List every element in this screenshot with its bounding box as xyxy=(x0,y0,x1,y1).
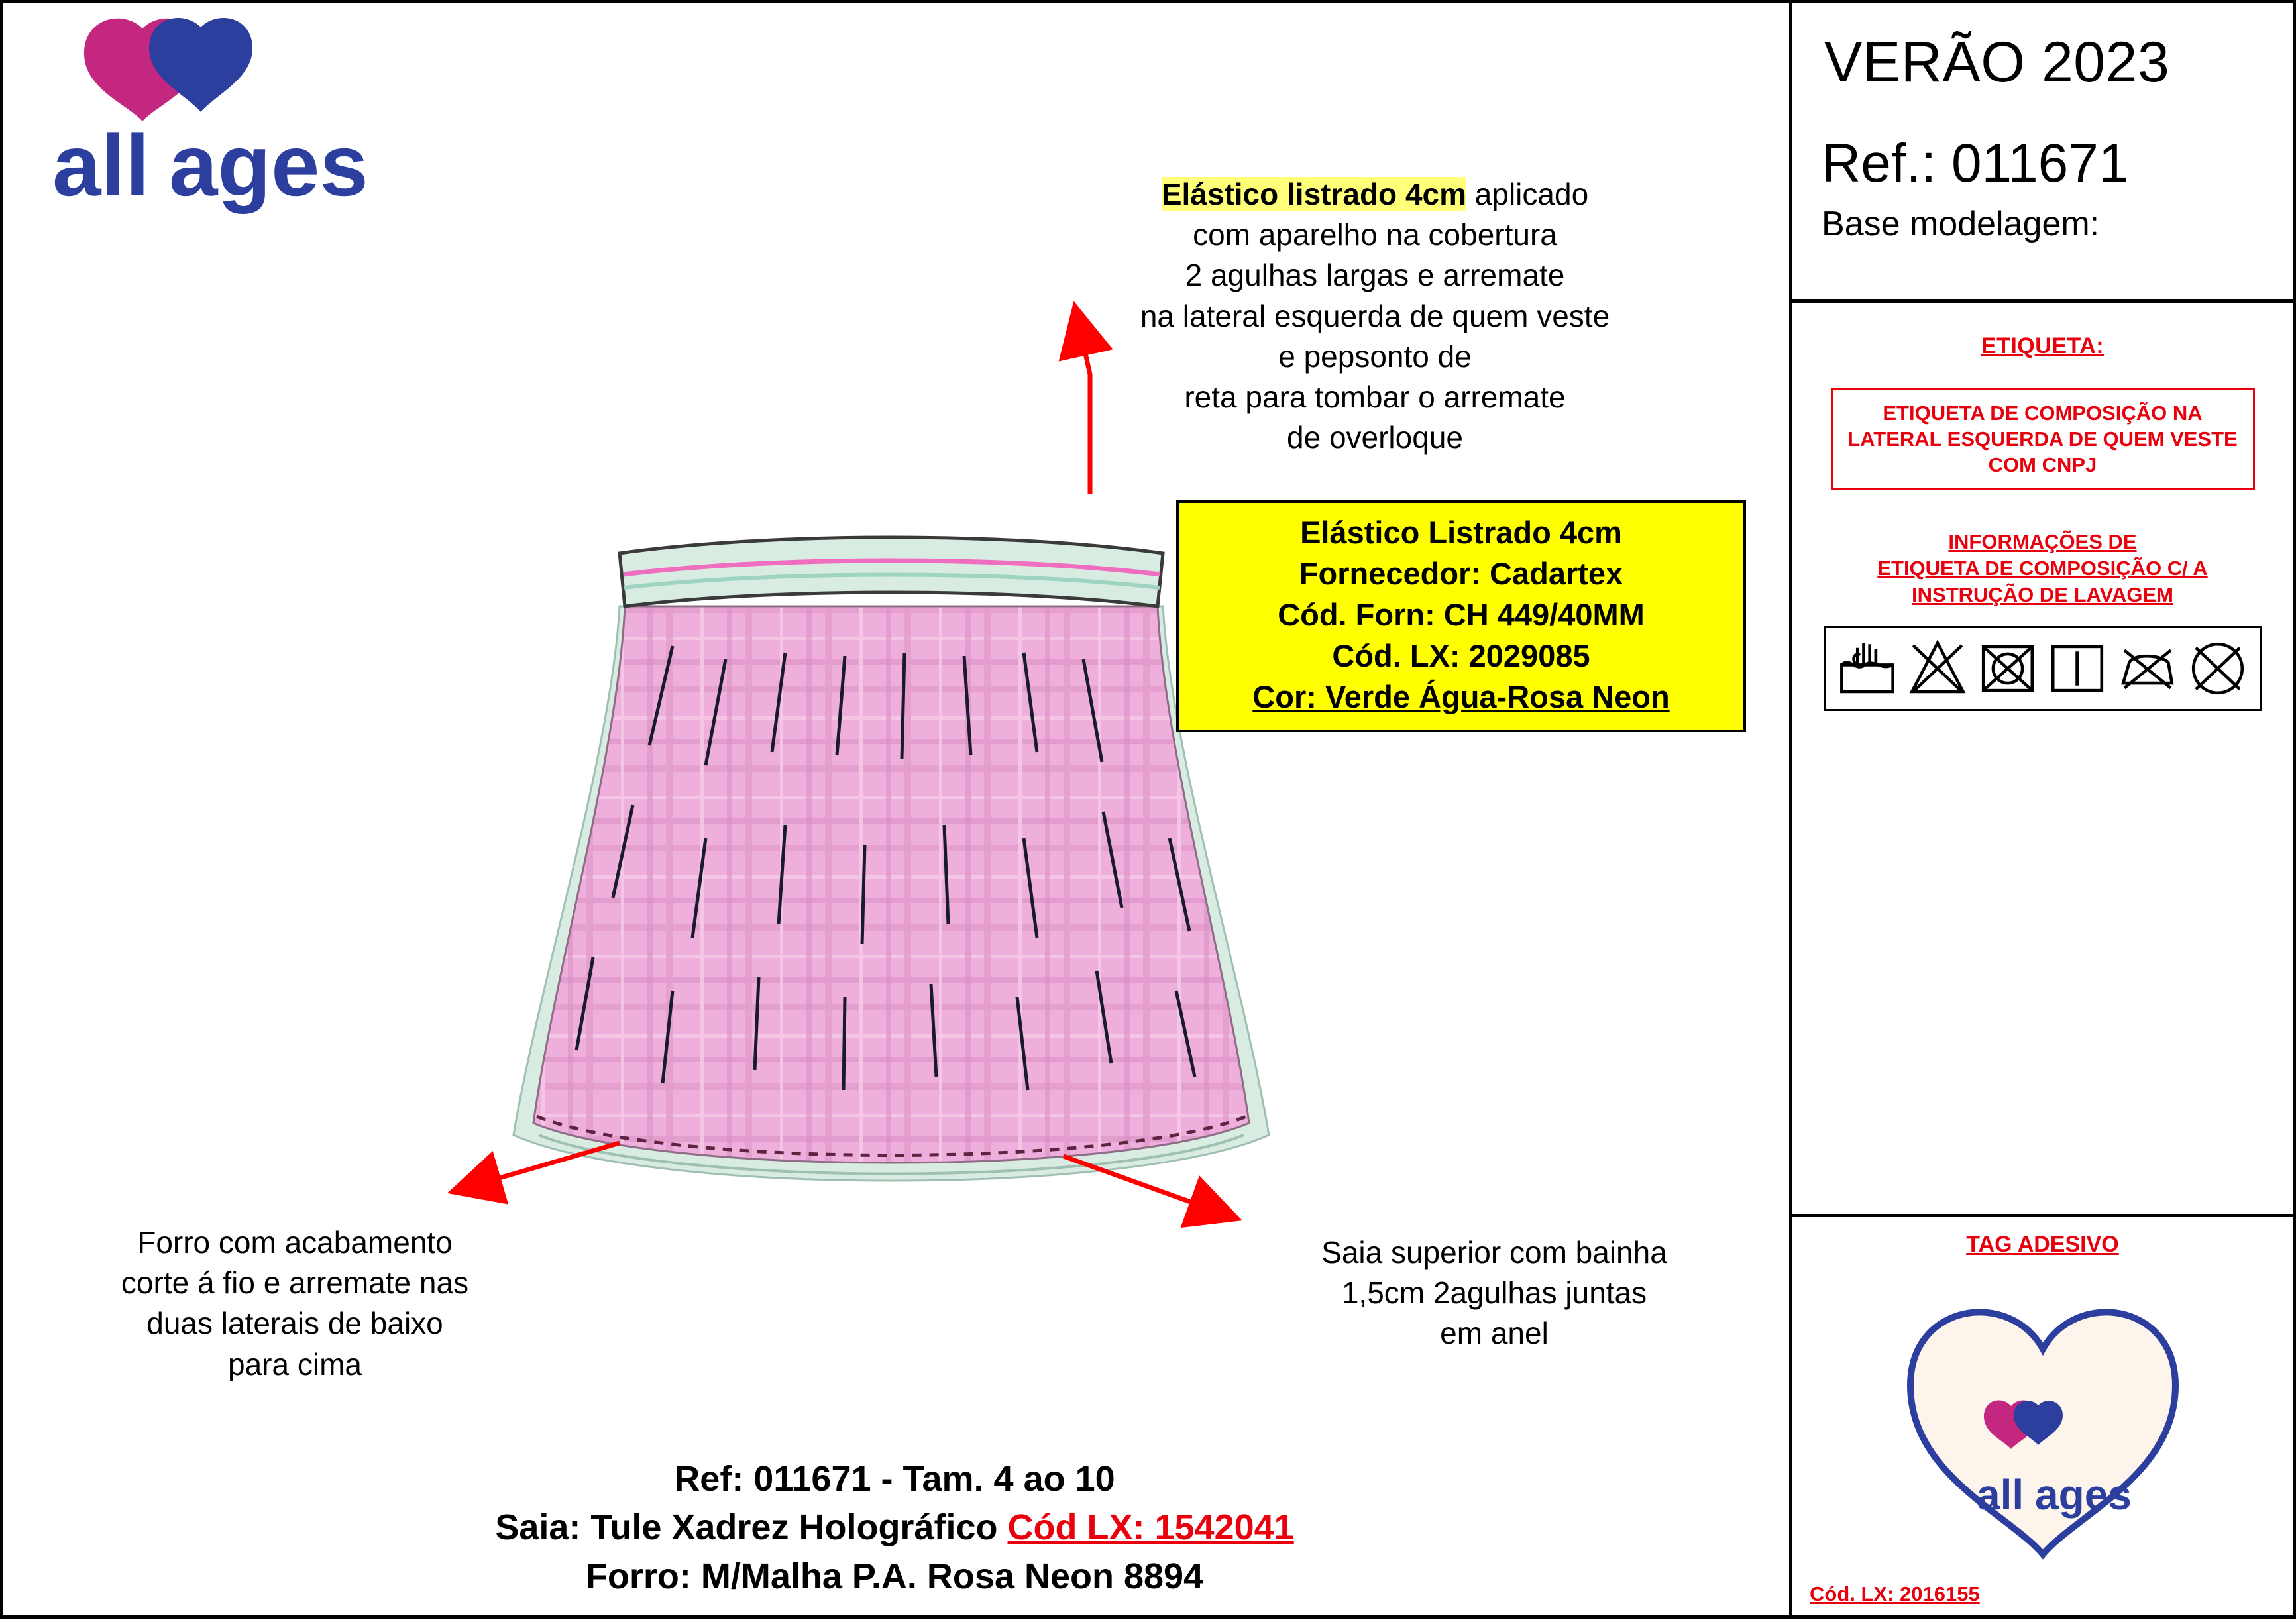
callout-saia xyxy=(1242,1232,1746,1354)
svg-text:all: all xyxy=(52,117,150,214)
callout-forro-line-1: Forro com acabamento xyxy=(137,1225,453,1260)
bottom-line-skirt-prefix: Saia: Tule Xadrez Holográfico xyxy=(495,1507,1008,1548)
no-iron-icon xyxy=(2117,638,2178,699)
care-instruction-icons xyxy=(1824,626,2262,711)
no-bleach-icon xyxy=(1907,638,1968,699)
svg-text:all: all xyxy=(1976,1471,2024,1519)
etiqueta-info-line-2: ETIQUETA DE COMPOSIÇÃO C/ A xyxy=(1877,556,2208,580)
elastic-spec-line-5: Cor: Verde Água-Rosa Neon xyxy=(1252,679,1670,715)
right-info-panel xyxy=(1789,3,2293,1615)
tag-title: TAG ADESIVO xyxy=(1966,1232,2119,1257)
bottom-line-skirt-code: Cód LX: 1542041 xyxy=(1007,1507,1294,1548)
no-tumble-dry-icon xyxy=(1977,638,2038,699)
callout-saia-line-1: Saia superior com bainha xyxy=(1321,1235,1667,1270)
etiqueta-heading: ETIQUETA: xyxy=(1981,333,2105,358)
elastic-spec-line-2: Fornecedor: Cadartex xyxy=(1299,556,1623,592)
callout-elastic-line-6: de overloque xyxy=(1287,420,1463,455)
etiqueta-info xyxy=(1824,529,2262,608)
brand-logo xyxy=(43,15,454,221)
elastic-spec-line-1: Elástico Listrado 4cm xyxy=(1300,515,1622,550)
callout-elastic xyxy=(1057,174,1693,458)
callout-saia-line-2: 1,5cm 2agulhas juntas xyxy=(1341,1275,1647,1311)
callout-elastic-line-5: reta para tombar o arremate xyxy=(1184,379,1566,414)
callout-forro-line-2: corte á fio e arremate nas xyxy=(121,1266,469,1301)
callout-elastic-line-4: e pepsonto de xyxy=(1278,339,1472,374)
skirt-technical-drawing xyxy=(507,527,1276,1269)
callout-elastic-highlight: Elástico listrado 4cm xyxy=(1161,177,1467,211)
label-block xyxy=(1792,303,2293,1217)
bottom-line-lining: Forro: M/Malha P.A. Rosa Neon 8894 xyxy=(585,1556,1204,1596)
reference-number: Ref.: 011671 xyxy=(1822,133,2129,193)
sticker-tag-block xyxy=(1792,1217,2293,1615)
no-dry-clean-icon xyxy=(2187,638,2248,699)
callout-elastic-line-2: 2 agulhas largas e arremate xyxy=(1185,258,1565,293)
bottom-specs xyxy=(3,1455,1786,1601)
hand-wash-icon xyxy=(1837,638,1898,699)
callout-forro-line-3: duas laterais de baixo xyxy=(146,1306,443,1341)
svg-text:ages: ages xyxy=(2034,1471,2132,1519)
callout-elastic-line-1: com aparelho na cobertura xyxy=(1193,217,1557,252)
etiqueta-info-line-1: INFORMAÇÕES DE xyxy=(1948,530,2137,554)
season-title: VERÃO 2023 xyxy=(1824,30,2170,94)
callout-forro xyxy=(43,1222,547,1385)
callout-elastic-rest: aplicado xyxy=(1466,177,1589,211)
etiqueta-info-line-3: INSTRUÇÃO DE LAVAGEM xyxy=(1912,582,2173,606)
tag-heart-logo xyxy=(1806,1276,2279,1574)
season-block xyxy=(1792,3,2293,303)
base-model-label: Base modelagem: xyxy=(1822,205,2100,243)
elastic-spec-box xyxy=(1176,500,1746,732)
callout-elastic-line-3: na lateral esquerda de quem veste xyxy=(1140,298,1610,333)
etiqueta-composition-box: ETIQUETA DE COMPOSIÇÃO NA LATERAL ESQUERDA DE QUEM VESTE COM CNPJ xyxy=(1831,388,2255,490)
callout-saia-line-3: em anel xyxy=(1440,1316,1549,1351)
tag-code: Cód. LX: 2016155 xyxy=(1810,1582,1980,1605)
elastic-spec-line-4: Cód. LX: 2029085 xyxy=(1332,638,1590,674)
callout-forro-line-4: para cima xyxy=(228,1346,362,1381)
elastic-spec-line-3: Cód. Forn: CH 449/40MM xyxy=(1278,597,1645,633)
svg-text:ages: ages xyxy=(169,117,368,214)
bottom-line-ref: Ref: 011671 - Tam. 4 ao 10 xyxy=(674,1458,1115,1499)
drip-dry-icon xyxy=(2047,638,2108,699)
